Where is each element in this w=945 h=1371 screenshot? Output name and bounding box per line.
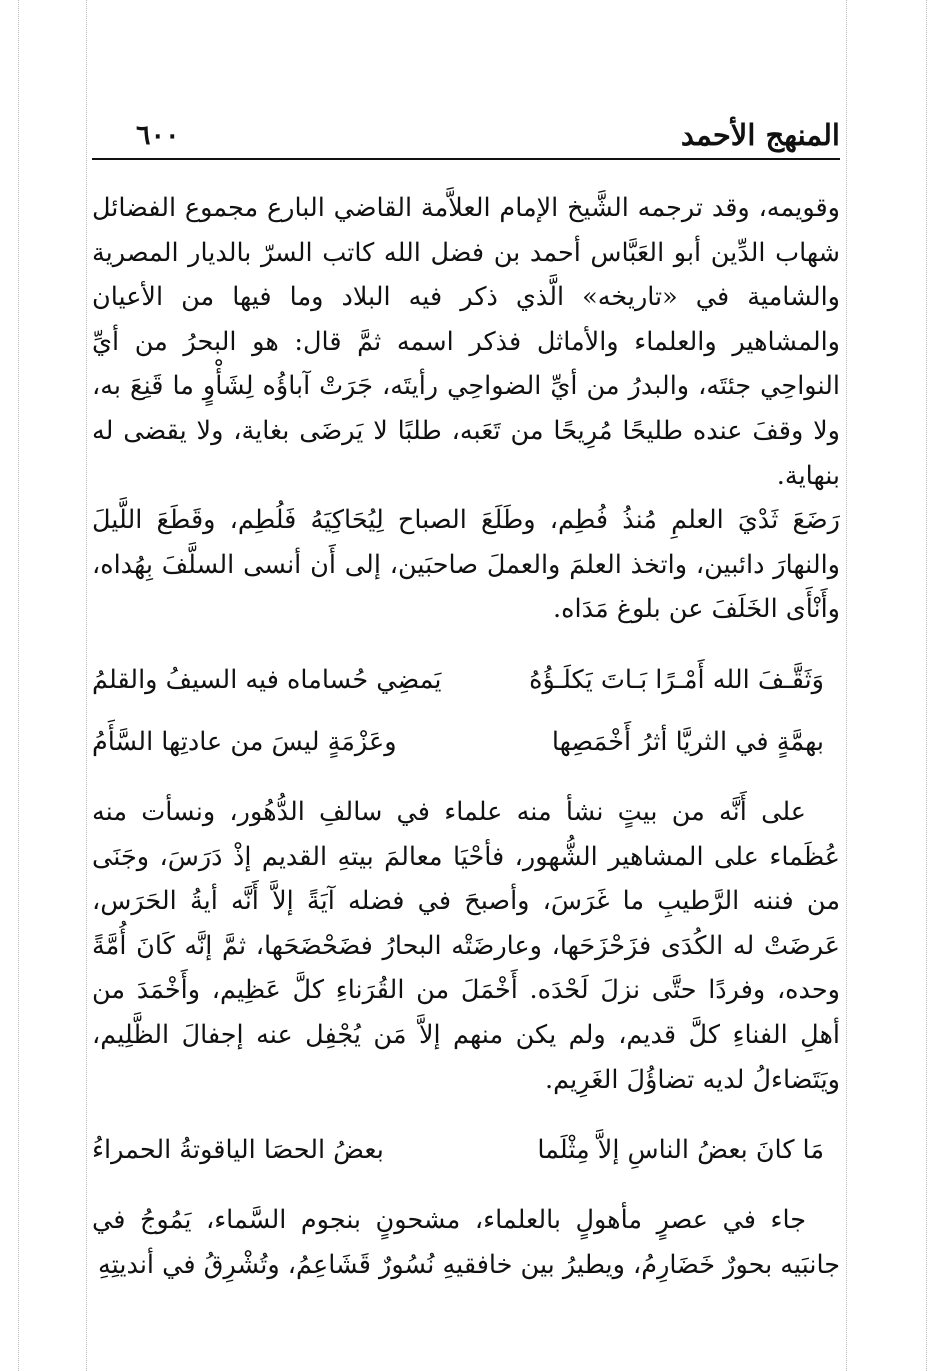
verse-first-hemistich: وَثَقَّـفَ الله أَمْـرًا بَـاتَ يَكلَـؤُهُ — [529, 664, 824, 695]
page-number: ٦٠٠ — [136, 120, 180, 151]
verse-line — [92, 720, 840, 764]
scan-guide-line — [18, 0, 19, 1371]
verse-first-hemistich: مَا كانَ بعضُ الناسِ إلاَّ مِثْلَما — [537, 1135, 824, 1166]
verse-second-hemistich: وعَزْمَةٍ ليسَ من عادتِها السَّأَمُ — [92, 726, 397, 757]
verse-second-hemistich: بعضُ الحصَا الياقوتةُ الحمراءُ — [92, 1135, 384, 1166]
paragraph: رَضَعَ ثَدْيَ العلمِ مُنذُ فُطِم، وطَلَعَ الصباح لِيُحَاكِيَهُ فَلُطِم، وقَطَعَ اللَّيلَ والنهارَ دائبين، واتخذ العلمَ والعملَ صاحبَين، إلى أَن أنسى السلَّفَ بِهُداه، وأَنْأَى الخَلَفَ عن بلوغ مَدَاه. — [92, 505, 840, 625]
verse-second-hemistich: يَمضِي حُساماه فيه السيفُ والقلمُ — [92, 664, 442, 695]
paragraph: على أَنَّه من بيتٍ نشأ منه علماء في سالفِ الدُّهُور، ونسأت منه عُظَماء على المشاهير الشُّهور، فأحْيَا معالمَ بيتهِ القديم إذْ دَرَسَ، وجَنَى من فننه الرَّطيبِ ما غَرَسَ، وأصبحَ في فضله آيَةً إلاَّ أَنَّه أيةُ الحَرَس، عَرضَتْ له الكُدَى فزَحْزَحَها، وعارضَتْه البحارُ فضَحْضَحَها، ثمَّ إنَّه كَانَ أُمَّةً وحده، وفردًا حتَّى نزلَ لَحْدَه. أَخْمَلَ من القُرَناءِ كلَّ عَظِيم، وأَخْمَدَ من أهلِ الفناءِ كلَّ قديم، ولم يكن منهم إلاَّ مَن يُجْفِل عنه إجفالَ الظَّلِيم، ويَتَضاءلُ لديه تضاؤُلَ الغَرِيم. — [92, 796, 840, 1095]
page-body — [92, 186, 840, 1287]
scan-guide-line — [926, 0, 927, 1371]
verse-line — [92, 658, 840, 702]
running-title: المنهج الأحمد — [680, 118, 840, 152]
paragraph: وقويمه، وقد ترجمه الشَّيخ الإمام العلاَّمة القاضي البارع مجموع الفضائل شهاب الدِّين أبو العَبَّاس أحمد بن فضل الله كاتب السرّ بالديار المصرية والشامية في «تاريخه» الَّذي ذكر فيه البلاد وما فيها من الأعيان والمشاهير والعلماء والأماثل فذكر اسمه ثمَّ قال: هو البحرُ من أيِّ النواحِي جئتَه، والبدرُ من أيِّ الضواحِي رأيتَه، جَرَتْ آباؤُه لِشَأْوٍ ما قَنِعَ به، ولا وقفَ عنده طليحًا مُرِيحًا من تَعَبه، طلبًا لا يَرضَى بغاية، ولا يقضى له بنهاية. — [92, 193, 840, 491]
verse-first-hemistich: بهمَّةٍ في الثريَّا أثرُ أَخْمَصِها — [551, 726, 824, 757]
paragraph: جاء في عصرٍ مأهولٍ بالعلماء، مشحونٍ بنجوم السَّماء، يَمُوجُ في جانبَيه بحورٌ خَضَارِمُ، ويطيرُ بين خافقيهِ نُسُورٌ قَشَاعِمُ، وتُشْرِقُ في أنديتِهِ — [92, 1205, 840, 1280]
scan-guide-line — [86, 0, 87, 1371]
page-header — [92, 118, 840, 158]
scan-guide-line — [846, 0, 847, 1371]
verse-line — [92, 1128, 840, 1172]
header-rule — [92, 158, 840, 160]
